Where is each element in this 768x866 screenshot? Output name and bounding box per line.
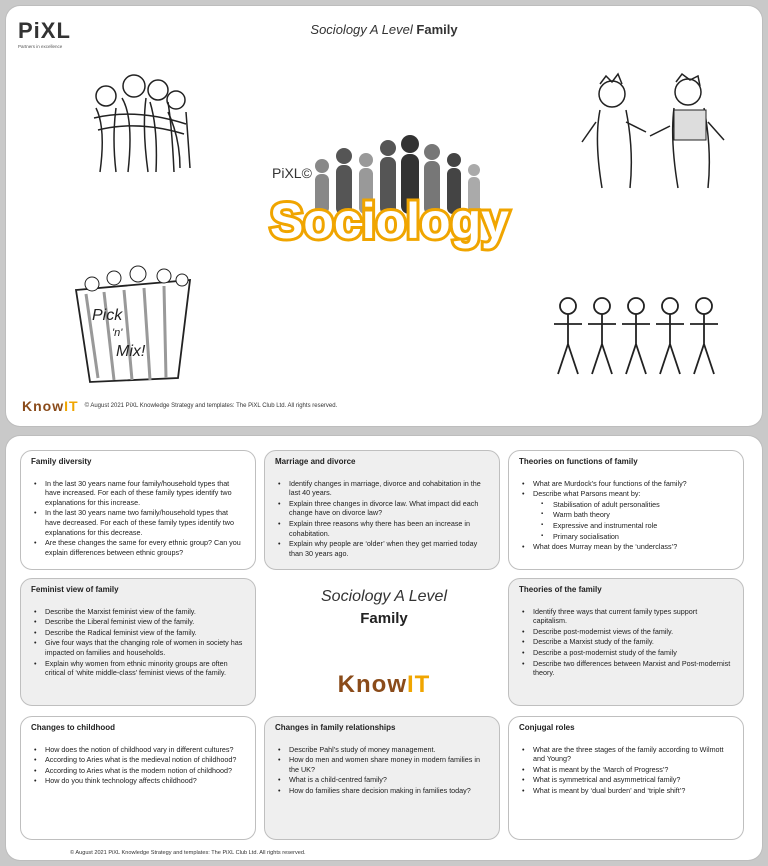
list-item: • How do families share decision making in families today? <box>285 786 489 796</box>
list-subitem: ▪ Expressive and instrumental role <box>529 521 733 531</box>
list-item: • Describe a post-modernist study of the family <box>529 648 733 658</box>
list-item: • Identify changes in marriage, divorce and cohabitation in the last 40 years. <box>285 479 489 498</box>
box-marriage-divorce: Marriage and divorce • Identify changes in marriage, divorce and cohabitation in the last 40 years. • Explain three changes in divorce law. What impact did each change have on divorce law? • Explain three reasons why there has been an increase in cohabitation. • Explain why people are ‘older’ when they get married today than 30 years ago. <box>264 450 500 570</box>
list-item: • Identify three ways that current family types support capitalism. <box>529 607 733 626</box>
list-item: • Describe the Radical feminist view of the family. <box>41 628 245 638</box>
list-item: • How does the notion of childhood vary in different cultures? <box>41 745 245 755</box>
box-theories-of-family: Theories of the family • Identify three ways that current family types support capitalism. • Describe post-modernist views of the family. • Describe a Marxist study of the family. • Describe a post-modernist study of the family • Describe two differences between Marxist and Post-modernist theory. <box>508 578 744 706</box>
list-item: • Describe what Parsons meant by: <box>529 489 733 499</box>
box-conjugal-roles: Conjugal roles • What are the three stages of the family according to Wilmott and Young? • What is meant by the ‘March of Progress’? • What is symmetrical and asymmetrical family? • What is meant by ‘dual burden’ and ‘triple shift’? <box>508 716 744 840</box>
sociology-logo <box>262 126 522 276</box>
list-item: • Explain why people are ‘older’ when they get married today than 30 years ago. <box>285 539 489 558</box>
list-item: • Describe the Marxist feminist view of the family. <box>41 607 245 617</box>
sheet-center-title: Sociology A Level Family KnowIT <box>321 588 447 698</box>
list-subitem: ▪ Warm bath theory <box>529 510 733 520</box>
list-item: • Explain three changes in divorce law. What impact did each change have on divorce law? <box>285 499 489 518</box>
box-feminist-view: Feminist view of family • Describe the Marxist feminist view of the family. • Describe the Liberal feminist view of the family. • Describe the Radical feminist view of the family. • Give four ways that the changing role of women in society has impacted on families and households. • Explain why women from ethnic minority groups are often critical of ‘white middle-class’ feminist views of the family. <box>20 578 256 706</box>
list-item: • What are Murdock’s four functions of the family? <box>529 479 733 489</box>
list-item: • What does Murray mean by the ‘underclass’? <box>529 542 733 552</box>
sheet-footer: © August 2021 PiXL Knowledge Strategy and templates: The PiXL Club Ltd. All rights reserved. <box>70 850 306 856</box>
list-subitem: ▪ Stabilisation of adult personalities <box>529 500 733 510</box>
list-item: • Are these changes the same for every ethnic group? Can you explain differences between ethnic groups? <box>41 538 245 557</box>
knowledge-sheet-page <box>6 436 762 860</box>
box-changes-to-childhood: Changes to childhood • How does the notion of childhood vary in different cultures? • According to Aries what is the medieval notion of childhood? • According to Aries what is the modern notion of childhood? • How do you think technology affects childhood? <box>20 716 256 840</box>
family-hug-illustration <box>76 68 196 178</box>
list-item: • According to Aries what is the medieval notion of childhood? <box>41 755 245 765</box>
pick-n-mix-bag-illustration <box>70 260 200 390</box>
paper-chain-people-illustration <box>554 294 724 378</box>
list-item: • In the last 30 years name two family/household types that have decreased. For each of these family types identify two explanations for this decrease. <box>41 508 245 537</box>
box-functions-of-family: Theories on functions of family • What are Murdock’s four functions of the family? • Describe what Parsons meant by: ▪ Stabilisation of adult personalities ▪ Warm bath theory ▪ Expressive and instrumental role ▪ Primary socialisation • What does Murray mean by the ‘underclass’? <box>508 450 744 570</box>
list-item: • Describe a Marxist study of the family. <box>529 637 733 647</box>
list-item: • What is meant by ‘dual burden’ and ‘triple shift’? <box>529 786 733 796</box>
list-item: • Describe post-modernist views of the family. <box>529 627 733 637</box>
cover-title: Sociology A Level Family <box>310 22 458 37</box>
box-family-diversity: Family diversity • In the last 30 years name four family/household types that have increased. For each of these family types identify two explanations for this increase. • In the last 30 years name two family/household types that have decreased. For each of these family types identify two explanations for this decrease. • Are these changes the same for every ethnic group? Can you explain differences between ethnic groups? <box>20 450 256 570</box>
list-item: • How do you think technology affects childhood? <box>41 776 245 786</box>
list-item: • What is a child-centred family? <box>285 775 489 785</box>
svg-text:Mix!: Mix! <box>116 343 146 360</box>
knowit-logo: KnowIT <box>337 671 431 698</box>
pixl-logo: PiXL Partners in excellence <box>18 18 71 49</box>
sociology-logo-small-text: PiXL© <box>272 165 312 181</box>
sociology-logo-big-text: Sociology <box>270 193 509 249</box>
list-item: • According to Aries what is the modern notion of childhood? <box>41 766 245 776</box>
list-item: • Give four ways that the changing role of women in society has impacted on families and households. <box>41 638 245 657</box>
list-item: • Describe two differences between Marxist and Post-modernist theory. <box>529 659 733 678</box>
list-item: • What is symmetrical and asymmetrical family? <box>529 775 733 785</box>
list-item: • Explain three reasons why there has been an increase in cohabitation. <box>285 519 489 538</box>
list-item: • In the last 30 years name four family/household types that have increased. For each of these family types identify two explanations for this increase. <box>41 479 245 508</box>
arguing-couple-illustration <box>576 70 736 190</box>
box-family-relationships: Changes in family relationships • Describe Pahl’s study of money management. • How do men and women share money in modern families in the UK? • What is a child-centred family? • How do families share decision making in families today? <box>264 716 500 840</box>
svg-text:'n': 'n' <box>112 327 123 339</box>
list-subitem: ▪ Primary socialisation <box>529 532 733 542</box>
list-item: • What is meant by the ‘March of Progress’? <box>529 765 733 775</box>
svg-text:Pick: Pick <box>92 307 123 324</box>
knowit-logo: KnowIT <box>22 398 79 414</box>
list-item: • Describe Pahl’s study of money management. <box>285 745 489 755</box>
list-item: • How do men and women share money in modern families in the UK? <box>285 755 489 774</box>
cover-page <box>6 6 762 426</box>
list-item: • Explain why women from ethnic minority groups are often critical of ‘white middle-class’ feminist views of the family. <box>41 659 245 678</box>
cover-footer: KnowIT © August 2021 PiXL Knowledge Strategy and templates: The PiXL Club Ltd. All rights reserved. <box>22 398 338 414</box>
list-item: • What are the three stages of the family according to Wilmott and Young? <box>529 745 733 764</box>
list-item: • Describe the Liberal feminist view of the family. <box>41 617 245 627</box>
